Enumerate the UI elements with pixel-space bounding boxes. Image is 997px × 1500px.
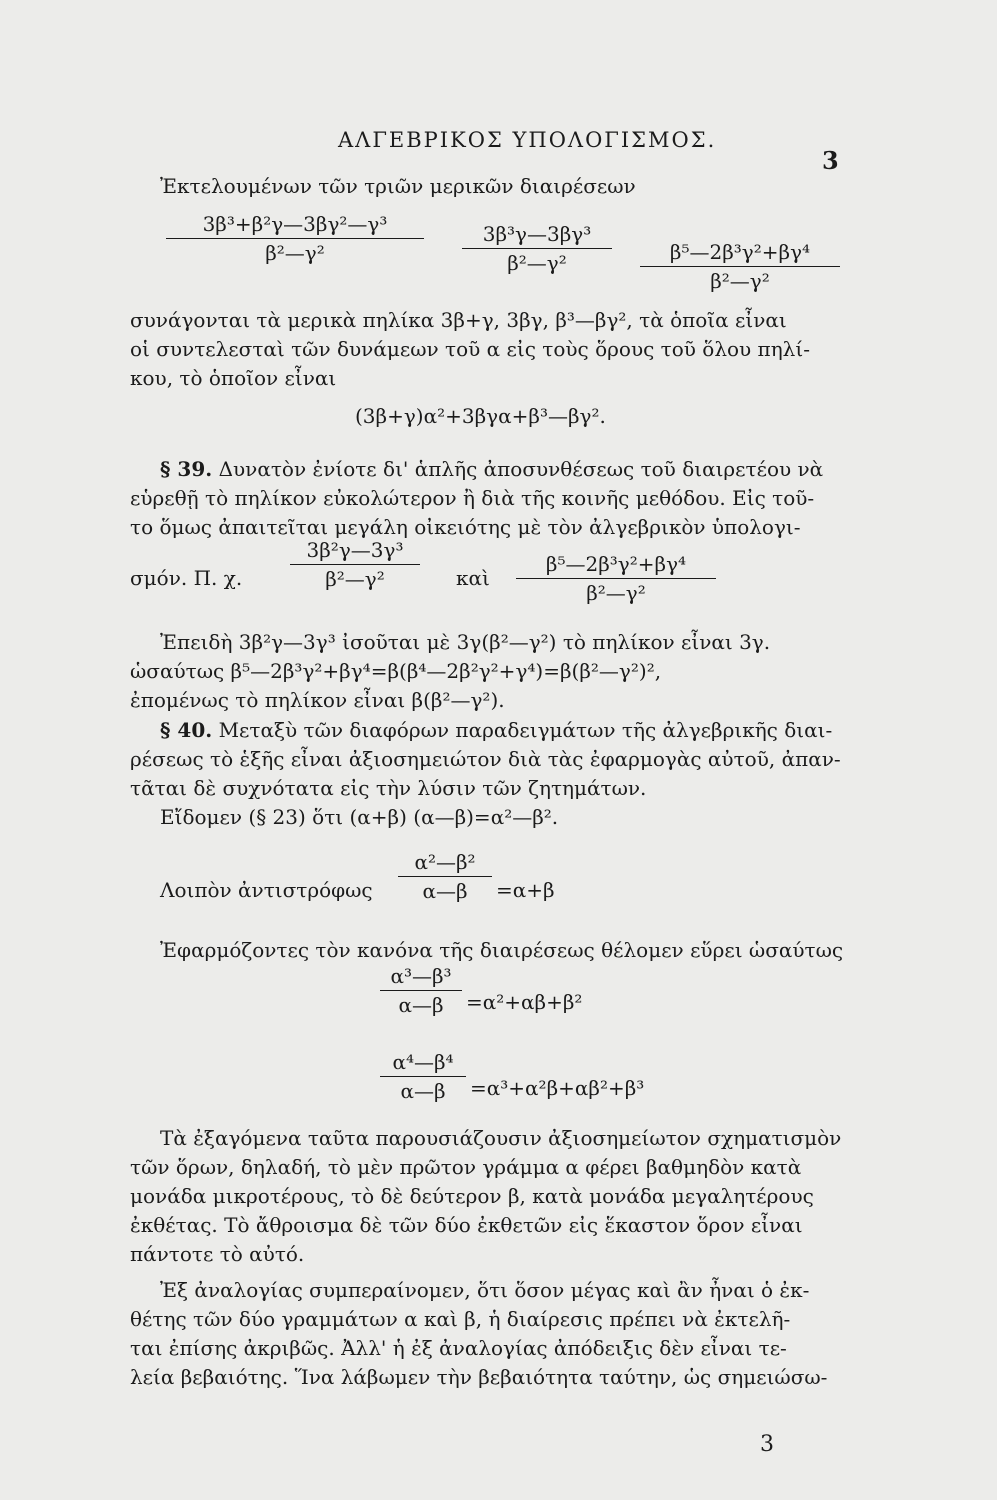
identity-2-result: =α²+αβ+β² bbox=[466, 990, 583, 1014]
example-fraction-a bbox=[290, 538, 420, 591]
applying-line bbox=[130, 936, 860, 965]
identity-3-denominator: α—β bbox=[400, 1079, 446, 1103]
fraction-2-numerator: 3β³γ—3βγ³ bbox=[462, 222, 612, 249]
identity-3-result: =α³+α²β+αβ²+β³ bbox=[470, 1076, 645, 1100]
text-line: πάντοτε τὸ αὐτό. bbox=[130, 1242, 305, 1266]
text-line: τᾶται δὲ συχνότατα εἰς τὴν λύσιν τῶν ζητημάτων. bbox=[130, 776, 647, 800]
text-line: θέτης τῶν δύο γραμμάτων α καὶ β, ἡ διαίρεσις πρέπει νὰ ἐκτελῆ- bbox=[130, 1307, 791, 1331]
fraction-1-denominator: β²—γ² bbox=[265, 241, 325, 265]
text-line: ἐπομένως τὸ πηλίκον εἶναι β(β²—γ²). bbox=[130, 688, 505, 712]
text-line: Ἐξ ἀναλογίας συμπεραίνομεν, ὅτι ὅσον μέγας καὶ ἂν ἦναι ὁ ἐκ- bbox=[160, 1278, 810, 1302]
text-line: μονάδα μικροτέρους, τὸ δὲ δεύτερον β, κατὰ μονάδα μεγαλητέρους bbox=[130, 1184, 814, 1208]
identity-1-result: =α+β bbox=[496, 878, 555, 902]
text-line: εὑρεθῇ τὸ πηλίκον εὐκολώτερον ἢ διὰ τῆς κοινῆς μεθόδου. Εἰς τοῦ- bbox=[130, 486, 815, 510]
fraction-1 bbox=[166, 212, 424, 265]
text-line: το ὅμως ἀπαιτεῖται μεγάλη οἰκειότης μὲ τὸν ἀλγεβρικὸν ὑπολογι- bbox=[130, 515, 801, 539]
total-quotient-formula: (3β+γ)α²+3βγα+β³—βγ². bbox=[355, 404, 606, 428]
text-line: Τὰ ἐξαγόμενα ταῦτα παρουσιάζουσιν ἀξιοσημείωτον σχηματισμὸν bbox=[160, 1126, 842, 1150]
and-word: καὶ bbox=[456, 566, 490, 590]
text-line: ρέσεως τὸ ἑξῆς εἶναι ἀξιοσημειώτον διὰ τὰς ἐφαρμογὰς αὐτοῦ, ἀπαν- bbox=[130, 747, 841, 771]
intro-text: Ἐκτελουμένων τῶν τριῶν μερικῶν διαιρέσεων bbox=[160, 174, 636, 198]
text-line: κου, τὸ ὁποῖον εἶναι bbox=[130, 366, 337, 390]
example-fraction-b bbox=[516, 552, 716, 605]
fraction-3-numerator: β⁵—2β³γ²+βγ⁴ bbox=[640, 240, 840, 267]
fraction-2-denominator: β²—γ² bbox=[507, 251, 567, 275]
fraction-1-numerator: 3β³+β²γ—3βγ²—γ³ bbox=[166, 212, 424, 239]
section-40-label: § 40. bbox=[160, 718, 213, 742]
text-line: Ἐφαρμόζοντες τὸν κανόνα τῆς διαιρέσεως θέλομεν εὕρει ὡσαύτως bbox=[160, 938, 844, 962]
text-line: Ἐπειδὴ 3β²γ—3γ³ ἰσοῦται μὲ 3γ(β²—γ²) τὸ πηλίκον εἶναι 3γ. bbox=[160, 630, 771, 654]
text-line: Εἴδομεν (§ 23) ὅτι (α+β) (α—β)=α²—β². bbox=[160, 805, 559, 829]
identity-1-numerator: α²—β² bbox=[398, 850, 492, 877]
section-39-label: § 39. bbox=[160, 457, 213, 481]
text-line: συνάγονται τὰ μερικὰ πηλίκα 3β+γ, 3βγ, β³—βγ², τὰ ὁποῖα εἶναι bbox=[130, 308, 787, 332]
identity-3-numerator: α⁴—β⁴ bbox=[380, 1050, 466, 1077]
identity-fraction-3 bbox=[380, 1050, 466, 1103]
intro-line bbox=[130, 172, 860, 201]
text-line: ἐκθέτας. Τὸ ἄθροισμα δὲ τῶν δύο ἐκθετῶν εἰς ἕκαστον ὅρον εἶναι bbox=[130, 1213, 803, 1237]
identity-2-denominator: α—β bbox=[398, 993, 444, 1017]
fraction-2 bbox=[462, 222, 612, 275]
fraction-3-denominator: β²—γ² bbox=[710, 269, 770, 293]
signature-mark: 3 bbox=[760, 1432, 774, 1457]
text-line: οἱ συντελεσταὶ τῶν δυνάμεων τοῦ α εἰς τοὺς ὅρους τοῦ ὅλου πηλί- bbox=[130, 337, 810, 361]
text-line: Μεταξὺ τῶν διαφόρων παραδειγμάτων τῆς ἀλγεβρικῆς διαι- bbox=[218, 718, 833, 742]
identity-fraction-1 bbox=[398, 850, 492, 903]
example-lead: σμόν. Π. χ. bbox=[130, 566, 243, 590]
example-fraction-b-numerator: β⁵—2β³γ²+βγ⁴ bbox=[516, 552, 716, 579]
text-line: λεία βεβαιότης. Ἵνα λάβωμεν τὴν βεβαιότητα ταύτην, ὡς σημειώσω- bbox=[130, 1365, 828, 1389]
text-line: Δυνατὸν ἐνίοτε δι' ἁπλῆς ἀποσυνθέσεως τοῦ διαιρετέου νὰ bbox=[218, 457, 824, 481]
quotients-paragraph bbox=[130, 306, 860, 393]
observation-paragraph bbox=[130, 1124, 860, 1269]
fraction-3 bbox=[640, 240, 840, 293]
example-fraction-b-denominator: β²—γ² bbox=[586, 581, 646, 605]
conversely-label: Λοιπὸν ἀντιστρόφως bbox=[160, 878, 373, 902]
section-39-conclusion bbox=[130, 628, 860, 715]
analogy-paragraph bbox=[130, 1276, 860, 1392]
section-40 bbox=[130, 716, 860, 832]
running-header: ΑΛΓΕΒΡΙΚΟΣ ΥΠΟΛΟΓΙΣΜΟΣ. bbox=[338, 128, 717, 152]
identity-1-denominator: α—β bbox=[422, 879, 468, 903]
text-line: τῶν ὅρων, δηλαδή, τὸ μὲν πρῶτον γράμμα α φέρει βαθμηδὸν κατὰ bbox=[130, 1155, 802, 1179]
example-fraction-a-denominator: β²—γ² bbox=[325, 567, 385, 591]
identity-2-numerator: α³—β³ bbox=[380, 964, 462, 991]
text-line: ται ἐπίσης ἀκριβῶς. Ἀλλ' ἡ ἐξ ἀναλογίας ἀπόδειξις δὲν εἶναι τε- bbox=[130, 1336, 787, 1360]
text-line: ὡσαύτως β⁵—2β³γ²+βγ⁴=β(β⁴—2β²γ²+γ⁴)=β(β²—γ²)², bbox=[130, 659, 662, 683]
section-39 bbox=[130, 455, 860, 542]
identity-fraction-2 bbox=[380, 964, 462, 1017]
example-fraction-a-numerator: 3β²γ—3γ³ bbox=[290, 538, 420, 565]
page-number: 3 bbox=[822, 146, 839, 175]
